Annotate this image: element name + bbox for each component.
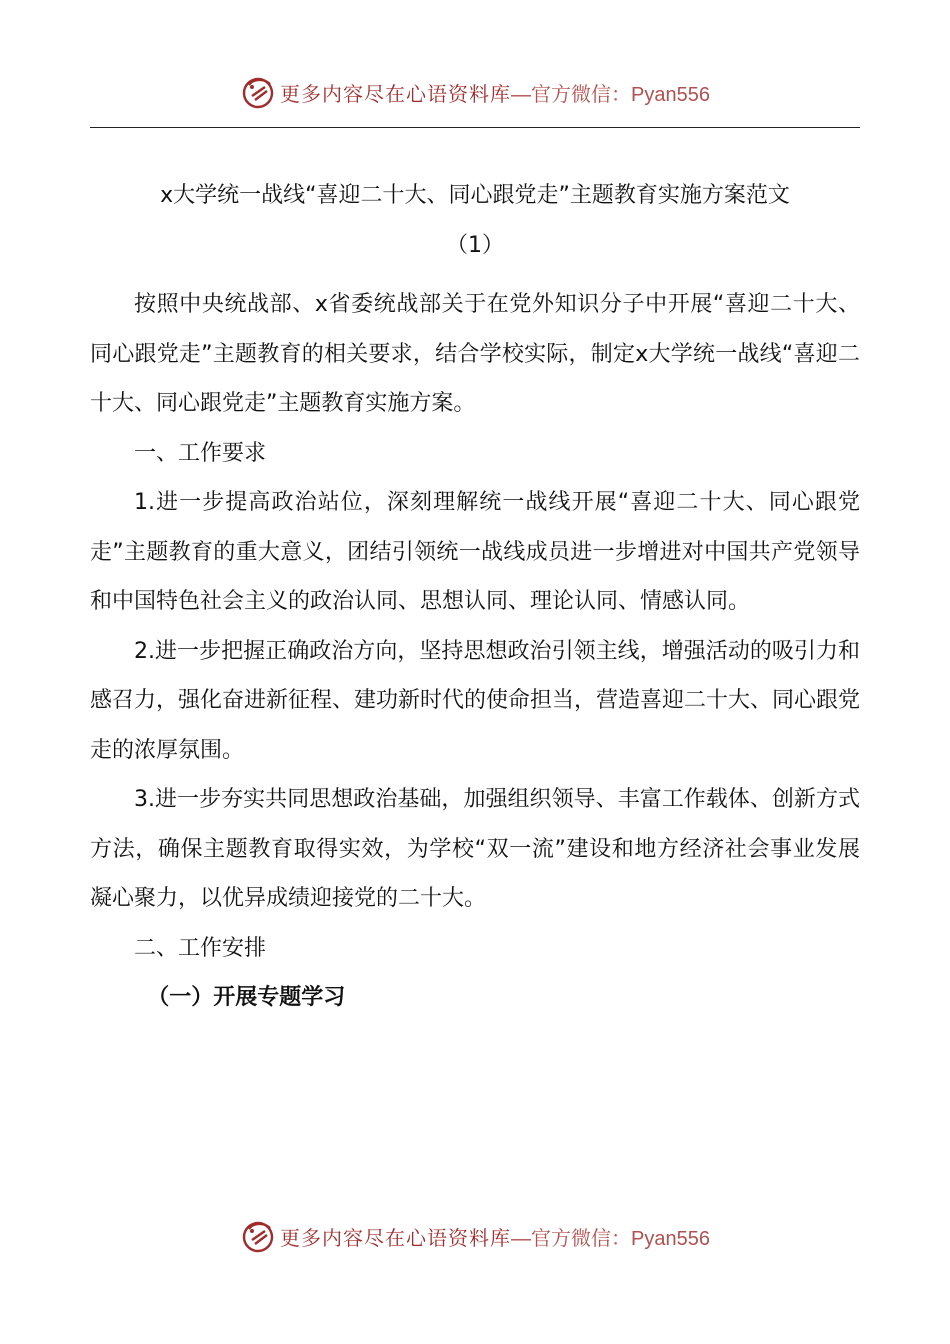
logo-icon [240,1218,276,1254]
header-divider [90,127,860,128]
document-body [90,280,860,1023]
requirement-item-2: 2.进一步把握正确政治方向，坚持思想政治引领主线，增强活动的吸引力和感召力，强化奋进新征程、建功新时代的使命担当，营造喜迎二十大、同心跟党走的浓厚氛围。 [90,638,861,763]
banner-wechat: —官方微信：Pyan556 [511,83,710,106]
requirement-item-1: 1.进一步提高政治站位，深刻理解统一战线开展“喜迎二十大、同心跟党走”主题教育的重大意义，团结引领统一战线成员进一步增进对中国共产党领导和中国特色社会主义的政治认同、思想认同、理论认同、情感认同。 [90,490,860,614]
logo-icon [240,74,276,110]
banner-text: 更多内容尽在心语资料库 [280,1225,512,1250]
document-title-number: （1） [446,233,504,258]
footer-banner [0,1214,950,1258]
header-banner [0,70,950,114]
section-heading-arrangements: 二、工作安排 [134,935,267,961]
subsection-heading-study: （一）开展专题学习 [147,985,346,1010]
banner-text: 更多内容尽在心语资料库 [280,81,512,106]
document-title: x大学统一战线“喜迎二十大、同心跟党走”主题教育实施方案范文 [160,183,790,208]
banner-wechat: —官方微信：Pyan556 [511,1227,710,1250]
intro-paragraph: 按照中央统战部、x省委统战部关于在党外知识分子中开展“喜迎二十大、同心跟党走”主题教育的相关要求，结合学校实际，制定x大学统一战线“喜迎二十大、同心跟党走”主题教育实施方案。 [90,292,860,416]
requirement-item-3: 3.进一步夯实共同思想政治基础，加强组织领导、丰富工作载体、创新方式方法，确保主题教育取得实效，为学校“双一流”建设和地方经济社会事业发展凝心聚力，以优异成绩迎接党的二十大。 [90,787,860,911]
section-heading-requirements: 一、工作要求 [134,440,267,466]
